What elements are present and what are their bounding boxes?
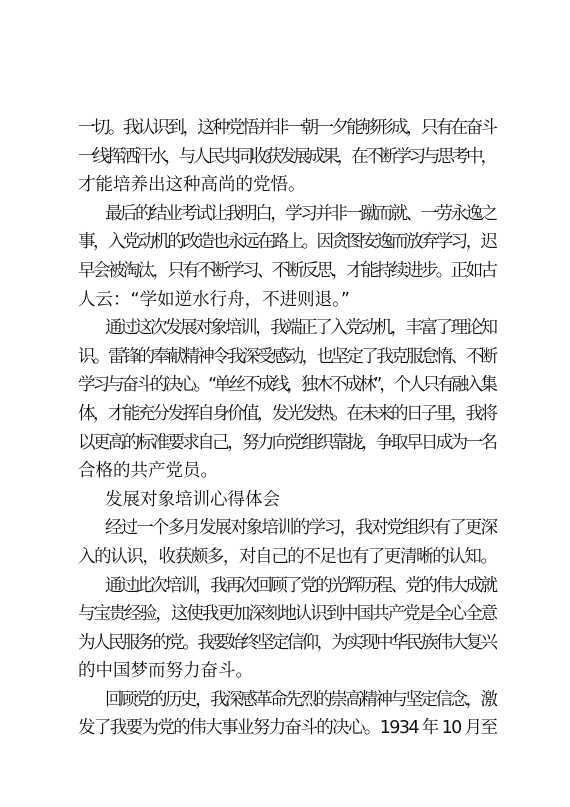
text-line: 最后的结业考试让我明白，学习并非一蹴而就、一劳永逸之 [105,203,496,224]
text-line: 发了我要为党的伟大事业努力奋斗的决心。1934 年 10 月至 [78,718,497,739]
text-line: 的中国梦而努力奋斗。 [78,661,253,682]
text-line: 人云：“学如逆水行舟，不进则退。” [78,289,350,310]
text-line: 识。雷锋的奉献精神令我深受感动，也坚定了我克服怠惰、不断 [78,346,496,367]
text-line: 为人民服务的党。我要始终坚定信仰，为实现中华民族伟大复兴 [78,632,496,653]
text-line: 通过此次培训，我再次回顾了党的光辉历程、党的伟大成就 [105,575,496,596]
text-line: 一线挥洒汗水，与人民共同收获发展成果，在不断学习与思考中， [78,146,495,167]
text-line: 入的认识，收获颇多，对自己的不足也有了更清晰的认知。 [78,546,497,567]
text-line: 回顾党的历史，我深感革命先烈的崇高精神与坚定信念，激 [105,689,496,710]
document-body [78,114,498,743]
text-line: 早会被淘汰，只有不断学习、不断反思，才能持续进步。正如古 [78,260,496,281]
text-line: 与宝贵经验，这使我更加深刻地认识到中国共产党是全心全意 [78,604,496,625]
text-line: 才能培养出这种高尚的党悟。 [78,175,306,196]
text-line: 通过这次发展对象培训，我端正了入党动机，丰富了理论知 [105,318,496,339]
text-line: 经过一个多月发展对象培训的学习，我对党组织有了更深 [105,518,497,539]
text-line: 合格的共产党员。 [78,461,218,482]
text-line: 一切。我认识到，这种党悟并非一朝一夕能够形成，只有在奋斗 [78,118,496,138]
text-line: 事，入党动机的改造也永远在路上。因贪图安逸而放弃学习，迟 [78,232,496,253]
section-heading: 发展对象培训心得体会 [105,489,280,510]
text-line: 以更高的标准要求自己，努力向党组织靠拢，争取早日成为一名 [78,432,496,453]
text-line: 学习与奋斗的决心。“单丝不成线，独木不成林”，个人只有融入集 [78,375,495,396]
text-line: 体，才能充分发挥自身价值，发光发热。在未来的日子里，我将 [78,403,496,424]
